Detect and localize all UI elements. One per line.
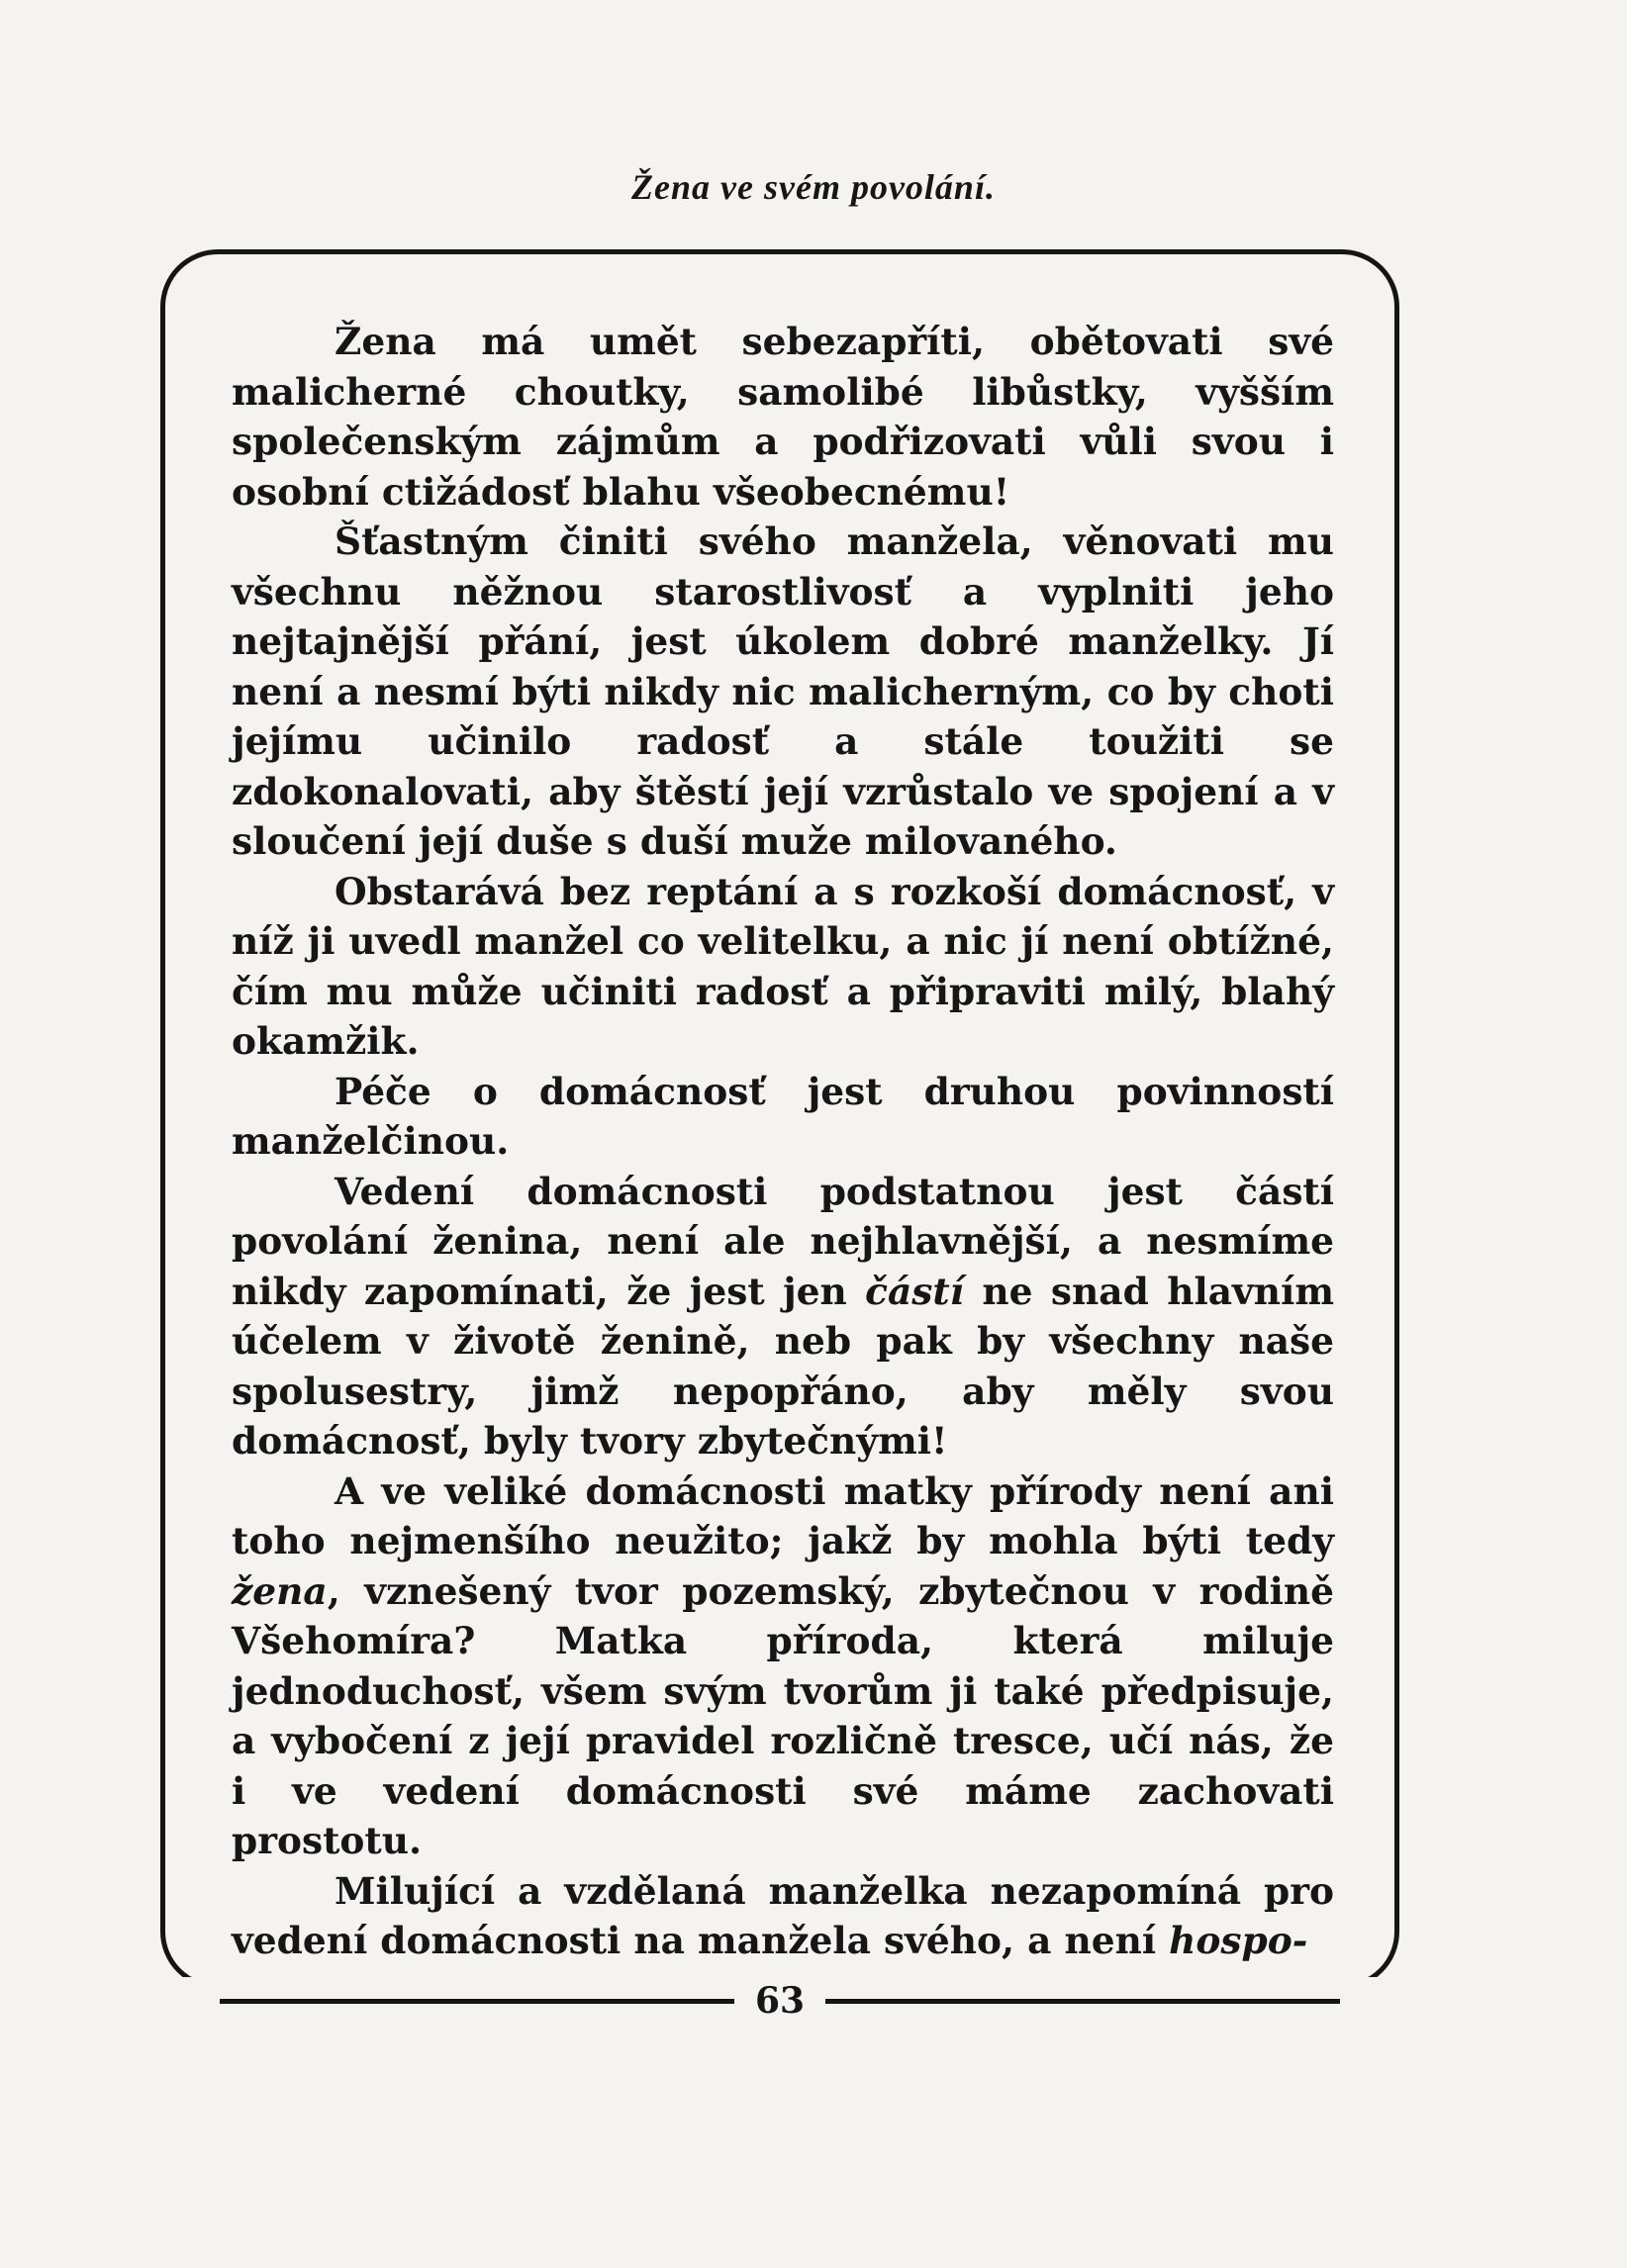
paragraph-5-text-after: ne snad hlavním účelem v životě ženině, neb pak by všechny naše spolusestry, jimž nepopřáno, aby měly svou domácnosť, byly tvory zbytečnými! bbox=[232, 1269, 1334, 1463]
paragraph-5 bbox=[232, 1167, 1334, 1466]
paragraph-7 bbox=[232, 1866, 1334, 1966]
paragraph-7-emphasis: hospo- bbox=[1169, 1919, 1308, 1962]
paragraph-6-text-after: , vznešený tvor pozemský, zbytečnou v rodině Všehomíra? Matka příroda, která miluje jednoduchosť, všem svým tvorům ji také předpisuje, a vybočení z její pravidel rozličně tresce, učí nás, že i ve vedení domácnosti své máme zachovati prostotu. bbox=[232, 1568, 1334, 1862]
paragraph-1: Žena má umět sebezapříti, obětovati své malicherné choutky, samolibé libůstky, vyšším společenským zájmům a podřizovati vůli svou i osobní ctižádosť blahu všeobecnému! bbox=[232, 320, 1334, 514]
paragraph-6-emphasis: žena bbox=[232, 1568, 328, 1613]
paragraph-5-emphasis: částí bbox=[865, 1269, 964, 1313]
paragraph-7-text-before: Milující a vzdělaná manželka nezapomíná pro vedení domácnosti na manžela svého, a není bbox=[232, 1868, 1334, 1962]
page-header-title: Žena ve svém povolání. bbox=[631, 167, 996, 207]
paragraph-4: Péče o domácnosť jest druhou povinností manželčinou. bbox=[232, 1069, 1334, 1163]
paragraph-6 bbox=[232, 1466, 1334, 1866]
body-text bbox=[232, 317, 1334, 1962]
paragraph-5-text-before: Vedení domácnosti podstatnou jest částí povolání ženina, není ale nejhlavnější, a nesmíme nikdy zapomínati, že jest jen bbox=[232, 1169, 1334, 1313]
paragraph-6-text-before: A ve veliké domácnosti matky přírody není ani toho nejmenšího neužito; jakž by mohla býti tedy bbox=[232, 1468, 1334, 1562]
page-number: 63 bbox=[754, 1980, 806, 2022]
footer-rule-right bbox=[825, 1999, 1340, 2004]
paragraph-2: Šťastným činiti svého manžela, věnovati mu všechnu něžnou starostlivosť a vyplniti jeho nejtajnější přání, jest úkolem dobré manželky. Jí není a nesmí býti nikdy nic malicherným, co by choti jejímu učinilo radosť a stále toužiti se zdokonalovati, aby štěstí její vzrůstalo ve spojení a v sloučení její duše s duší muže milovaného. bbox=[232, 520, 1334, 863]
paragraph-3: Obstarává bez reptání a s rozkoší domácnosť, v níž ji uvedl manžel co velitelku, a nic jí není obtížné, čím mu může učiniti radosť a připraviti milý, blahý okamžik. bbox=[232, 869, 1334, 1063]
page-footer bbox=[160, 1977, 1399, 2025]
